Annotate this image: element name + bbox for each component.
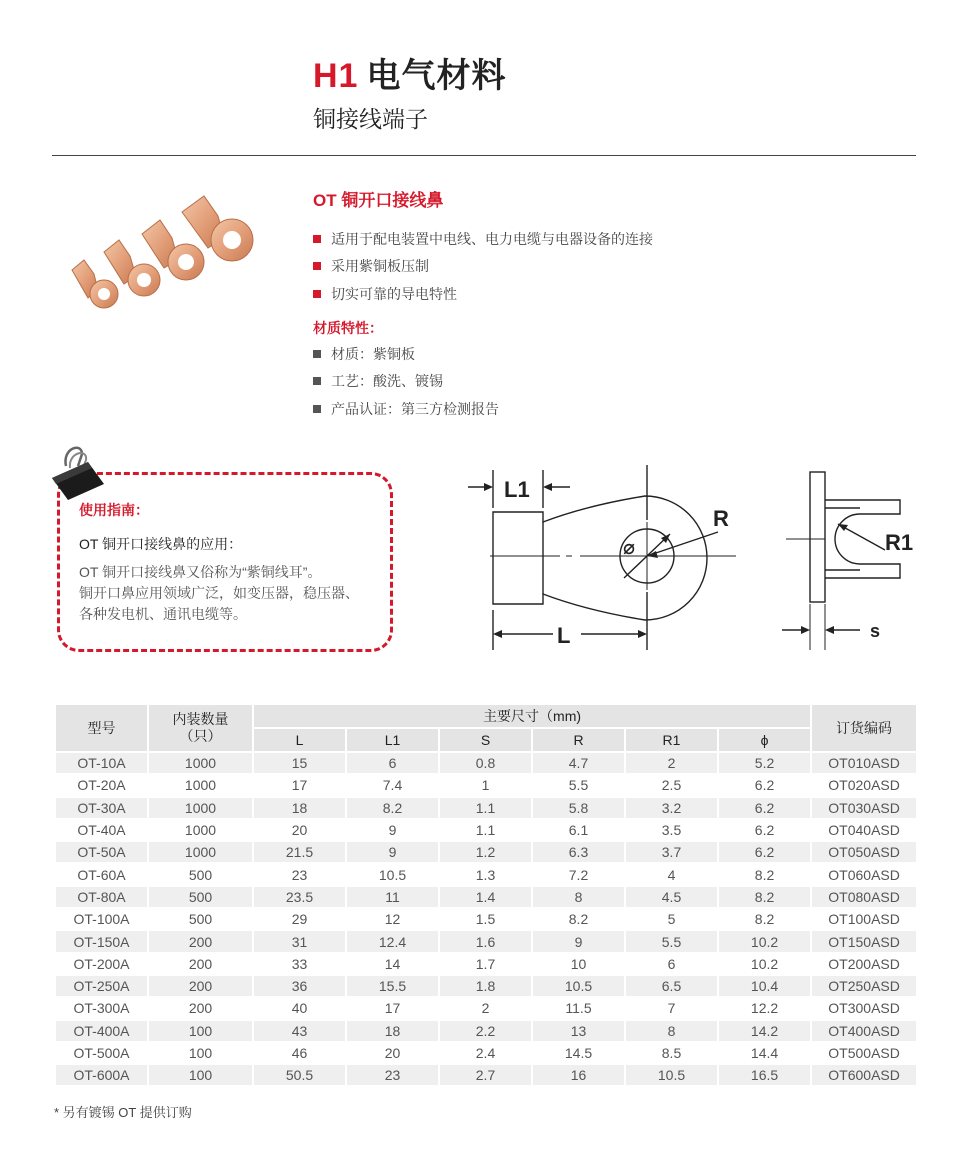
cell-dim-L1: 23 [346, 1064, 439, 1086]
col-header-L: L [253, 728, 346, 752]
cell-order-code: OT500ASD [811, 1042, 917, 1064]
cell-dim-L: 20 [253, 819, 346, 841]
col-header-phi: ϕ [718, 728, 811, 752]
table-row [55, 997, 917, 1019]
cell-dim-R: 8.2 [532, 908, 625, 930]
col-header-main-dims: 主要尺寸（mm) [253, 704, 811, 728]
cell-pack-qty: 200 [148, 953, 253, 975]
cell-model: OT-600A [55, 1064, 148, 1086]
pack-line-1: 内装数量 [172, 711, 229, 727]
material-title: 材质特性： [313, 320, 383, 336]
cell-dim-S: 1.6 [439, 930, 532, 952]
guide-line: 铜开口鼻应用领域广泛，如变压器，稳压器、 [79, 585, 359, 601]
material-text: 工艺：酸洗、镀锡 [331, 373, 443, 390]
cell-order-code: OT010ASD [811, 752, 917, 774]
cell-dim-S: 1.1 [439, 797, 532, 819]
col-header-L1: L1 [346, 728, 439, 752]
cell-order-code: OT020ASD [811, 774, 917, 796]
cell-model: OT-500A [55, 1042, 148, 1064]
bullet-icon [313, 350, 321, 358]
cell-order-code: OT060ASD [811, 863, 917, 885]
table-row [55, 752, 917, 774]
page-title [313, 48, 506, 97]
cell-dim-L1: 14 [346, 953, 439, 975]
table-row [55, 841, 917, 863]
cell-dim-S: 0.8 [439, 752, 532, 774]
cell-pack-qty: 100 [148, 1042, 253, 1064]
col-header-pack [148, 704, 253, 752]
footnote: * 另有镀锡 OT 提供订购 [54, 1105, 192, 1120]
cell-dim-R1: 10.5 [625, 1064, 718, 1086]
center-lines [490, 522, 736, 590]
cell-dim-L1: 18 [346, 1020, 439, 1042]
cell-dim-L: 21.5 [253, 841, 346, 863]
list-item [313, 225, 653, 253]
cell-pack-qty: 500 [148, 908, 253, 930]
cell-dim-L1: 12.4 [346, 930, 439, 952]
cell-dim-S: 1.5 [439, 908, 532, 930]
cell-dim-L: 31 [253, 930, 346, 952]
cell-dim-R1: 5.5 [625, 930, 718, 952]
cell-dim-L1: 11 [346, 886, 439, 908]
col-header-order-code: 订货编码 [811, 704, 917, 752]
cell-dim-R: 5.5 [532, 774, 625, 796]
cell-dim-S: 2.4 [439, 1042, 532, 1064]
cell-dim-S: 2.7 [439, 1064, 532, 1086]
col-header-R: R [532, 728, 625, 752]
label-S: s [870, 621, 881, 641]
cell-dim-phi: 12.2 [718, 997, 811, 1019]
cell-dim-R: 10 [532, 953, 625, 975]
guide-title: 使用指南： [79, 502, 149, 518]
bullet-icon [313, 235, 321, 243]
cell-pack-qty: 1000 [148, 819, 253, 841]
cell-model: OT-50A [55, 841, 148, 863]
cell-dim-R1: 4.5 [625, 886, 718, 908]
cell-dim-phi: 10.2 [718, 930, 811, 952]
cell-dim-S: 1.7 [439, 953, 532, 975]
cell-order-code: OT030ASD [811, 797, 917, 819]
cell-model: OT-20A [55, 774, 148, 796]
cell-dim-L: 50.5 [253, 1064, 346, 1086]
cell-model: OT-250A [55, 975, 148, 997]
list-item [313, 395, 499, 423]
cell-dim-L1: 9 [346, 841, 439, 863]
cell-model: OT-150A [55, 930, 148, 952]
cell-pack-qty: 1000 [148, 752, 253, 774]
page-subtitle: 铜接线端子 [313, 106, 428, 132]
cell-dim-L: 43 [253, 1020, 346, 1042]
bullet-icon [313, 405, 321, 413]
cell-model: OT-30A [55, 797, 148, 819]
cell-dim-R1: 3.5 [625, 819, 718, 841]
col-header-model: 型号 [55, 704, 148, 752]
table-row [55, 819, 917, 841]
cell-dim-S: 1.2 [439, 841, 532, 863]
terminal-1 [72, 260, 118, 308]
cell-dim-L1: 7.4 [346, 774, 439, 796]
binder-clip-icon [48, 440, 108, 502]
cell-pack-qty: 200 [148, 997, 253, 1019]
bullet-icon [313, 290, 321, 298]
cell-dim-L: 17 [253, 774, 346, 796]
cell-dim-R: 14.5 [532, 1042, 625, 1064]
cell-dim-R: 5.8 [532, 797, 625, 819]
cell-dim-phi: 6.2 [718, 774, 811, 796]
label-L: L [557, 623, 571, 648]
cell-dim-L1: 8.2 [346, 797, 439, 819]
side-dimension-lines [782, 524, 885, 634]
feature-text: 采用紫铜板压制 [331, 258, 429, 275]
header-divider [52, 155, 916, 156]
cell-dim-L1: 15.5 [346, 975, 439, 997]
cell-pack-qty: 1000 [148, 841, 253, 863]
cell-dim-phi: 16.5 [718, 1064, 811, 1086]
list-item [313, 340, 499, 368]
cell-pack-qty: 100 [148, 1020, 253, 1042]
cell-dim-S: 2 [439, 997, 532, 1019]
table-row [55, 908, 917, 930]
cell-dim-R: 7.2 [532, 863, 625, 885]
cell-dim-R1: 8 [625, 1020, 718, 1042]
cell-dim-phi: 6.2 [718, 841, 811, 863]
cell-pack-qty: 200 [148, 930, 253, 952]
cell-dim-L1: 9 [346, 819, 439, 841]
product-title: OT 铜开口接线鼻 [313, 191, 444, 210]
cell-model: OT-200A [55, 953, 148, 975]
cell-dim-phi: 6.2 [718, 797, 811, 819]
table-row [55, 774, 917, 796]
cell-order-code: OT040ASD [811, 819, 917, 841]
cell-dim-R1: 2 [625, 752, 718, 774]
list-item [313, 280, 653, 308]
cell-dim-R: 6.3 [532, 841, 625, 863]
spec-table-body [55, 752, 917, 1086]
table-row [55, 863, 917, 885]
cell-dim-R: 10.5 [532, 975, 625, 997]
cell-dim-R: 8 [532, 886, 625, 908]
cell-dim-L1: 17 [346, 997, 439, 1019]
cell-dim-R1: 4 [625, 863, 718, 885]
col-header-S: S [439, 728, 532, 752]
table-row [55, 975, 917, 997]
cell-model: OT-400A [55, 1020, 148, 1042]
cell-dim-phi: 8.2 [718, 863, 811, 885]
label-phi: ⌀ [623, 535, 636, 559]
table-row [55, 953, 917, 975]
pack-line-2: （只） [179, 728, 222, 744]
cell-dim-R1: 2.5 [625, 774, 718, 796]
cell-dim-L: 23 [253, 863, 346, 885]
cell-dim-R: 11.5 [532, 997, 625, 1019]
cell-dim-phi: 5.2 [718, 752, 811, 774]
material-text: 材质：紫铜板 [331, 345, 415, 362]
table-row [55, 1020, 917, 1042]
cell-dim-phi: 14.4 [718, 1042, 811, 1064]
cell-dim-L1: 10.5 [346, 863, 439, 885]
section-code: H1 [313, 57, 359, 95]
material-text: 产品认证：第三方检测报告 [331, 400, 499, 417]
cell-dim-S: 1.8 [439, 975, 532, 997]
dimension-diagram [460, 460, 930, 660]
cell-dim-S: 1.4 [439, 886, 532, 908]
guide-line: 各种发电机、通讯电缆等。 [79, 606, 247, 622]
cell-order-code: OT050ASD [811, 841, 917, 863]
table-row [55, 930, 917, 952]
cell-dim-R1: 5 [625, 908, 718, 930]
table-row [55, 797, 917, 819]
label-R1: R1 [885, 530, 914, 555]
cell-dim-R1: 7 [625, 997, 718, 1019]
terminal-outline [493, 496, 707, 620]
cell-pack-qty: 500 [148, 863, 253, 885]
cell-dim-L: 18 [253, 797, 346, 819]
list-item [313, 253, 653, 281]
cell-dim-R: 13 [532, 1020, 625, 1042]
cell-model: OT-40A [55, 819, 148, 841]
cell-dim-S: 1 [439, 774, 532, 796]
cell-dim-L1: 12 [346, 908, 439, 930]
cell-dim-L: 33 [253, 953, 346, 975]
cell-dim-phi: 8.2 [718, 908, 811, 930]
spec-table [54, 703, 918, 1087]
cell-dim-L1: 6 [346, 752, 439, 774]
cell-dim-phi: 8.2 [718, 886, 811, 908]
table-row [55, 886, 917, 908]
cell-dim-L: 46 [253, 1042, 346, 1064]
cell-model: OT-300A [55, 997, 148, 1019]
cell-dim-R: 9 [532, 930, 625, 952]
cell-dim-R1: 8.5 [625, 1042, 718, 1064]
feature-text: 切实可靠的导电特性 [331, 285, 457, 302]
cell-dim-S: 1.1 [439, 819, 532, 841]
cell-order-code: OT400ASD [811, 1020, 917, 1042]
table-row [55, 1042, 917, 1064]
cell-model: OT-100A [55, 908, 148, 930]
cell-pack-qty: 1000 [148, 774, 253, 796]
cell-dim-L: 29 [253, 908, 346, 930]
cell-dim-R1: 3.2 [625, 797, 718, 819]
col-header-R1: R1 [625, 728, 718, 752]
cell-dim-L: 36 [253, 975, 346, 997]
cell-dim-R1: 6.5 [625, 975, 718, 997]
cell-pack-qty: 100 [148, 1064, 253, 1086]
cell-pack-qty: 1000 [148, 797, 253, 819]
cell-order-code: OT200ASD [811, 953, 917, 975]
guide-subtitle: OT 铜开口接线鼻的应用： [79, 536, 243, 552]
cell-dim-R1: 6 [625, 953, 718, 975]
bullet-icon [313, 262, 321, 270]
cell-dim-L: 15 [253, 752, 346, 774]
table-row [55, 1064, 917, 1086]
cell-dim-phi: 10.2 [718, 953, 811, 975]
cell-dim-phi: 10.4 [718, 975, 811, 997]
guide-line: OT 铜开口接线鼻又俗称为“紫铜线耳”。 [79, 564, 322, 580]
product-photo [64, 192, 260, 312]
feature-text: 适用于配电装置中电线、电力电缆与电器设备的连接 [331, 230, 653, 247]
section-title: 电气材料 [366, 57, 507, 95]
cell-order-code: OT080ASD [811, 886, 917, 908]
list-item [313, 368, 499, 396]
cell-model: OT-80A [55, 886, 148, 908]
cell-order-code: OT600ASD [811, 1064, 917, 1086]
material-list [313, 340, 499, 423]
cell-dim-phi: 6.2 [718, 819, 811, 841]
cell-order-code: OT150ASD [811, 930, 917, 952]
cell-dim-L1: 20 [346, 1042, 439, 1064]
cell-dim-R: 4.7 [532, 752, 625, 774]
bullet-icon [313, 377, 321, 385]
cell-dim-S: 2.2 [439, 1020, 532, 1042]
cell-dim-phi: 14.2 [718, 1020, 811, 1042]
cell-dim-S: 1.3 [439, 863, 532, 885]
cell-model: OT-60A [55, 863, 148, 885]
label-R: R [713, 506, 729, 531]
cell-order-code: OT300ASD [811, 997, 917, 1019]
cell-pack-qty: 200 [148, 975, 253, 997]
cell-dim-L: 40 [253, 997, 346, 1019]
guide-body [79, 562, 379, 625]
label-L1: L1 [504, 477, 530, 502]
cell-order-code: OT100ASD [811, 908, 917, 930]
cell-dim-R1: 3.7 [625, 841, 718, 863]
cell-pack-qty: 500 [148, 886, 253, 908]
cell-model: OT-10A [55, 752, 148, 774]
cell-dim-R: 6.1 [532, 819, 625, 841]
cell-order-code: OT250ASD [811, 975, 917, 997]
cell-dim-R: 16 [532, 1064, 625, 1086]
cell-dim-L: 23.5 [253, 886, 346, 908]
side-view-lines [786, 539, 825, 650]
feature-list [313, 225, 653, 308]
